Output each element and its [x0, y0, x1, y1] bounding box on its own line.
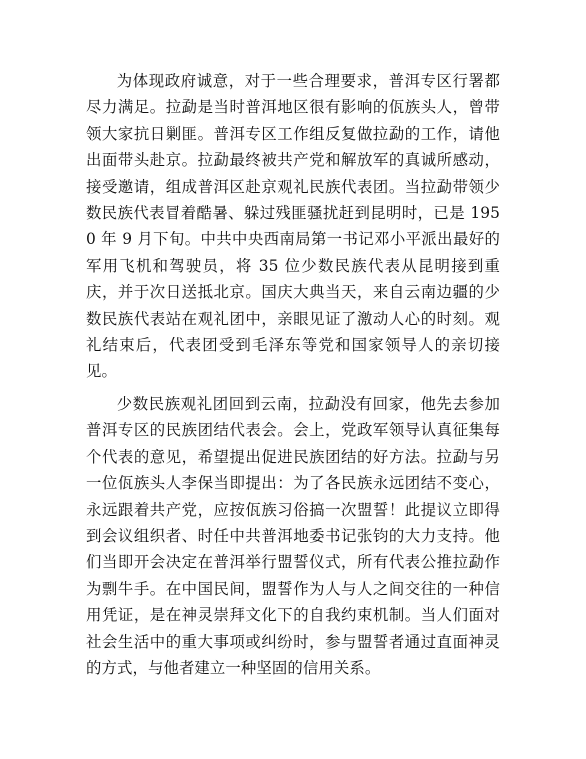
- paragraph-oath-proposal: 少数民族观礼团回到云南，拉勐没有回家，他先去参加普洱专区的民族团结代表会。会上，党政军领导认真征集每个代表的意见，希望提出促进民族团结的好方法。拉勐与另一位佤族头人李保当即提出：为了各民族永远团结不变心，永远跟着共产党，应按佤族习俗搞一次盟誓！此提议立即得到会议组织者、时任中共普洱地委书记张钧的大力支持。他们当即开会决定在普洱举行盟誓仪式，所有代表公推拉勐作为剽牛手。在中国民间，盟誓作为人与人之间交往的一种信用凭证，是在神灵崇拜文化下的自我约束机制。当人们面对社会生活中的重大事项或纠纷时，参与盟誓者通过直面神灵的方式，与他者建立一种坚固的信用关系。: [86, 394, 500, 677]
- paragraph-delegation-visit: 为体现政府诚意，对于一些合理要求，普洱专区行署都尽力满足。拉勐是当时普洱地区很有影响的佤族头人，曾带领大家抗日剿匪。普洱专区工作组反复做拉勐的工作，请他出面带头赴京。拉勐最终被共产党和解放军的真诚所感动，接受邀请，组成普洱区赴京观礼民族代表团。当拉勐带领少数民族代表冒着酷暑、躲过残匪骚扰赶到昆明时，已是 1950 年 9 月下旬。中共中央西南局第一书记邓小平派出最好的军用飞机和驾驶员，将 35 位少数民族代表从昆明接到重庆，并于次日送抵北京。国庆大典当天，来自云南边疆的少数民族代表站在观礼团中，亲眼见证了激动人心的时刻。观礼结束后，代表团受到毛泽东等党和国家领导人的亲切接见。: [86, 72, 500, 381]
- body-text: [86, 68, 500, 687]
